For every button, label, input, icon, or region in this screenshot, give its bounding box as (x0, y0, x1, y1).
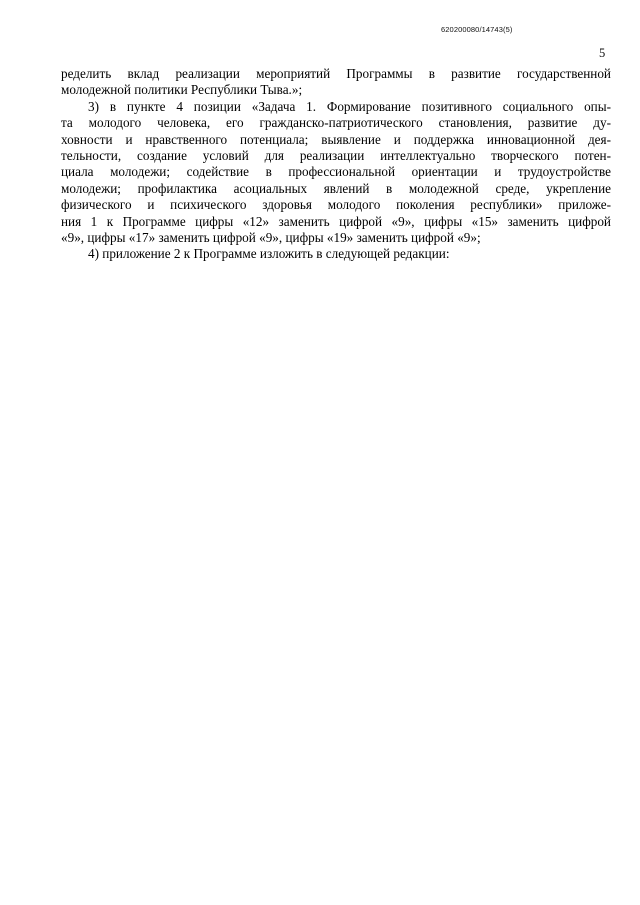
paragraph-line: ховности и нравственного потенциала; выявление и поддержка инновационной дея- (61, 131, 611, 147)
paragraph-line: физического и психического здоровья молодого поколения республики» приложе- (61, 197, 611, 213)
page-number: 5 (599, 46, 606, 60)
paragraph-line: тельности, создание условий для реализации интеллектуально творческого потен- (61, 147, 611, 163)
document-body (61, 66, 611, 263)
paragraph-line: та молодого человека, его гражданско-патриотического становления, развитие ду- (61, 115, 611, 131)
document-code: 620200080/14743(5) (441, 25, 513, 34)
paragraph-line: циала молодежи; содействие в профессиональной ориентации и трудоустройстве (61, 164, 611, 180)
paragraph-line: ределить вклад реализации мероприятий Программы в развитие государственной (61, 66, 611, 81)
paragraph-line: «9», цифры «17» заменить цифрой «9», цифры «19» заменить цифрой «9»; (61, 229, 481, 245)
paragraph-line: молодежи; профилактика асоциальных явлений в молодежной среде, укрепление (61, 180, 611, 196)
paragraph-line: 3) в пункте 4 позиции «Задача 1. Формирование позитивного социального опы- (88, 98, 611, 114)
paragraph-line: молодежной политики Республики Тыва.»; (61, 82, 303, 98)
paragraph-line: ния 1 к Программе цифры «12» заменить цифрой «9», цифры «15» заменить цифрой (61, 213, 611, 229)
paragraph-line: 4) приложение 2 к Программе изложить в следующей редакции: (88, 246, 450, 262)
